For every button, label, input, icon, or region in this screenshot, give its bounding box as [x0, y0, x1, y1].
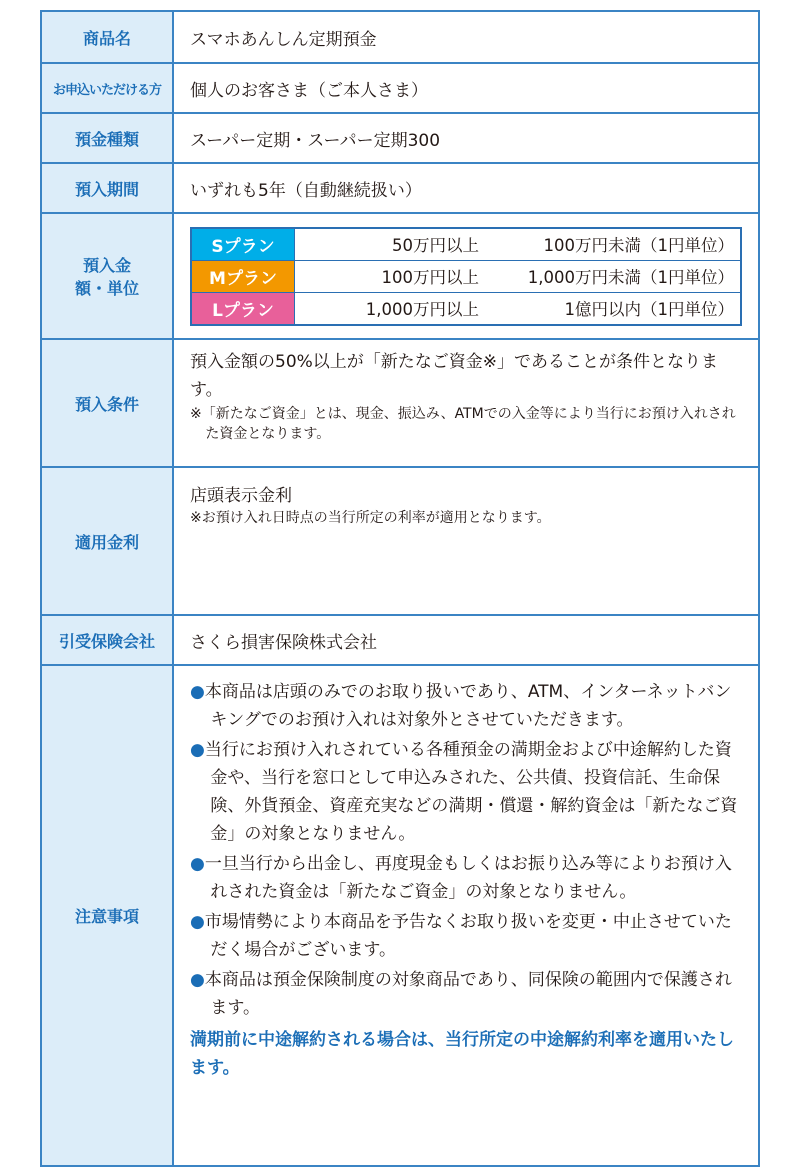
plan-table — [190, 227, 742, 326]
bullet-icon: ● — [190, 854, 205, 874]
note-item — [190, 678, 742, 734]
row-condition — [41, 339, 759, 467]
row-notes — [41, 665, 759, 1166]
value-eligible: 個人のお客さま（ご本人さま） — [173, 63, 759, 113]
label-condition: 預入条件 — [41, 339, 173, 467]
note-text: 本商品は店頭のみでのお取り扱いであり、ATM、インターネットバンキングでのお預け入れは対象外とさせていただきます。 — [204, 682, 732, 730]
row-deposit-type — [41, 113, 759, 163]
plan-range — [295, 260, 742, 292]
plan-from: 50万円以上 — [392, 236, 479, 255]
note-text: 当行にお預け入れされている各種預金の満期金および中途解約した資金や、当行を窓口として申込みされた、公共債、投資信託、生命保険、外貨預金、資産充実などの満期・償還・解約資金は「新たなご資金」の対象となりません。 — [204, 740, 738, 844]
plan-row — [191, 228, 741, 261]
plan-to: 1億円以内（1円単位） — [564, 300, 734, 319]
note-item — [190, 908, 742, 964]
note-text: 市場情勢により本商品を予告なくお取り扱いを変更・中止させていただく場合がございます。 — [204, 912, 732, 960]
plan-from: 100万円以上 — [381, 268, 479, 287]
plan-name-s: Sプラン — [191, 228, 295, 261]
plan-name-m: Mプラン — [191, 260, 295, 292]
label-notes: 注意事項 — [41, 665, 173, 1166]
row-term — [41, 163, 759, 213]
value-term: いずれも5年（自動継続扱い） — [173, 163, 759, 213]
bullet-icon: ● — [190, 740, 205, 760]
condition-note: ※「新たなご資金」とは、現金、振込み、ATMでの入金等により当行にお預け入れされた資金となります。 — [190, 406, 736, 442]
note-text: 本商品は預金保険制度の対象商品であり、同保険の範囲内で保護されます。 — [204, 970, 732, 1018]
note-item — [190, 966, 742, 1022]
plan-from: 1,000万円以上 — [365, 300, 479, 319]
row-amount — [41, 213, 759, 339]
value-deposit-type: スーパー定期・スーパー定期300 — [173, 113, 759, 163]
note-item — [190, 850, 742, 906]
value-rate — [173, 467, 759, 615]
value-insurer: さくら損害保険株式会社 — [173, 615, 759, 665]
note-item — [190, 736, 742, 848]
label-amount: 預入金額・単位 — [41, 213, 173, 339]
value-product-name: スマホあんしん定期預金 — [173, 11, 759, 63]
product-details-table — [40, 10, 760, 1167]
bullet-icon: ● — [190, 970, 205, 990]
label-term: 預入期間 — [41, 163, 173, 213]
row-product-name — [41, 11, 759, 63]
plan-row — [191, 260, 741, 292]
condition-text: 預入金額の50%以上が「新たなご資金※」であることが条件となります。 — [190, 352, 719, 400]
row-rate — [41, 467, 759, 615]
plan-range — [295, 228, 742, 261]
label-product-name: 商品名 — [41, 11, 173, 63]
plan-to: 1,000万円未満（1円単位） — [527, 268, 734, 287]
row-insurer — [41, 615, 759, 665]
plan-name-l: Lプラン — [191, 292, 295, 325]
plan-row — [191, 292, 741, 325]
bullet-icon: ● — [190, 912, 205, 932]
note-text: 一旦当行から出金し、再度現金もしくはお振り込み等によりお預け入れされた資金は「新たなご資金」の対象となりません。 — [204, 854, 732, 902]
label-insurer: 引受保険会社 — [41, 615, 173, 665]
bullet-icon: ● — [190, 682, 205, 702]
rate-note: ※お預け入れ日時点の当行所定の利率が適用となります。 — [190, 510, 551, 526]
label-deposit-type: 預金種類 — [41, 113, 173, 163]
label-eligible: お申込いただける方 — [41, 63, 173, 113]
plan-range — [295, 292, 742, 325]
plan-to: 100万円未満（1円単位） — [543, 236, 734, 255]
early-withdrawal-warning: 満期前に中途解約される場合は、当行所定の中途解約利率を適用いたします。 — [190, 1030, 734, 1078]
value-amount — [173, 213, 759, 339]
row-eligible — [41, 63, 759, 113]
notes-list — [173, 665, 759, 1166]
rate-text: 店頭表示金利 — [190, 486, 292, 506]
value-condition — [173, 339, 759, 467]
label-rate: 適用金利 — [41, 467, 173, 615]
